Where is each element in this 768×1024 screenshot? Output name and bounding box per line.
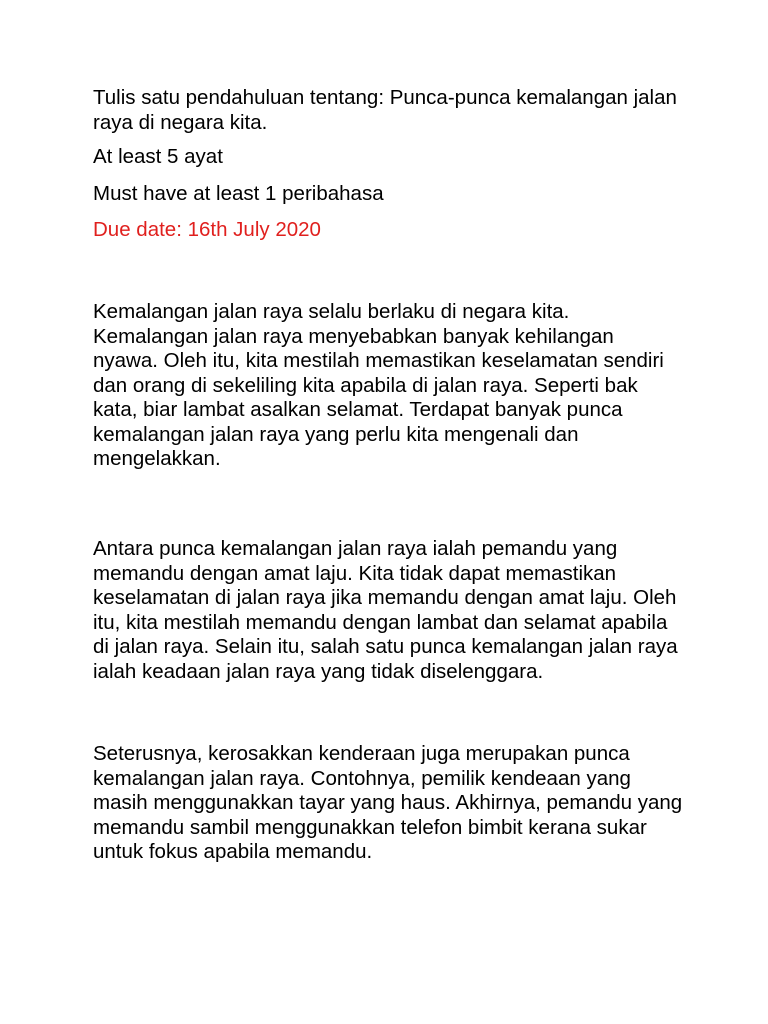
- requirement-sentences: At least 5 ayat: [93, 145, 223, 168]
- paragraph-text: Seterusnya, kerosakkan kenderaan juga merupakan punca kemalangan jalan raya. Contohnya, pemilik kendeaan yang masih menggunakkan tayar yang haus. Akhirnya, pemandu yang memandu sambil menggunakkan telefon bimbit kerana sukar untuk fokus apabila memandu.: [93, 742, 683, 863]
- assignment-prompt: Tulis satu pendahuluan tentang: Punca-punca kemalangan jalan raya di negara kita.: [93, 86, 677, 134]
- paragraph-text: Kemalangan jalan raya selalu berlaku di negara kita. Kemalangan jalan raya menyebabkan banyak kehilangan nyawa. Oleh itu, kita mestilah memastikan keselamatan sendiri dan orang di sekeliling kita apabila di jalan raya. Seperti bak kata, biar lambat asalkan selamat. Terdapat banyak punca kemalangan jalan raya yang perlu kita mengenali dan mengelakkan.: [93, 300, 664, 470]
- due-date: Due date: 16th July 2020: [93, 218, 321, 241]
- assignment-instructions: [93, 86, 683, 255]
- essay-paragraph-3: [93, 742, 683, 865]
- essay-paragraph-2: [93, 537, 683, 684]
- essay-paragraph-1: [93, 300, 683, 472]
- requirement-peribahasa: Must have at least 1 peribahasa: [93, 181, 384, 205]
- paragraph-text: Antara punca kemalangan jalan raya ialah pemandu yang memandu dengan amat laju. Kita tidak dapat memastikan keselamatan di jalan raya jika memandu dengan amat laju. Oleh itu, kita mestilah memandu dengan lambat dan selamat apabila di jalan raya. Selain itu, salah satu punca kemalangan jalan raya ialah keadaan jalan raya yang tidak diselenggara.: [93, 537, 678, 683]
